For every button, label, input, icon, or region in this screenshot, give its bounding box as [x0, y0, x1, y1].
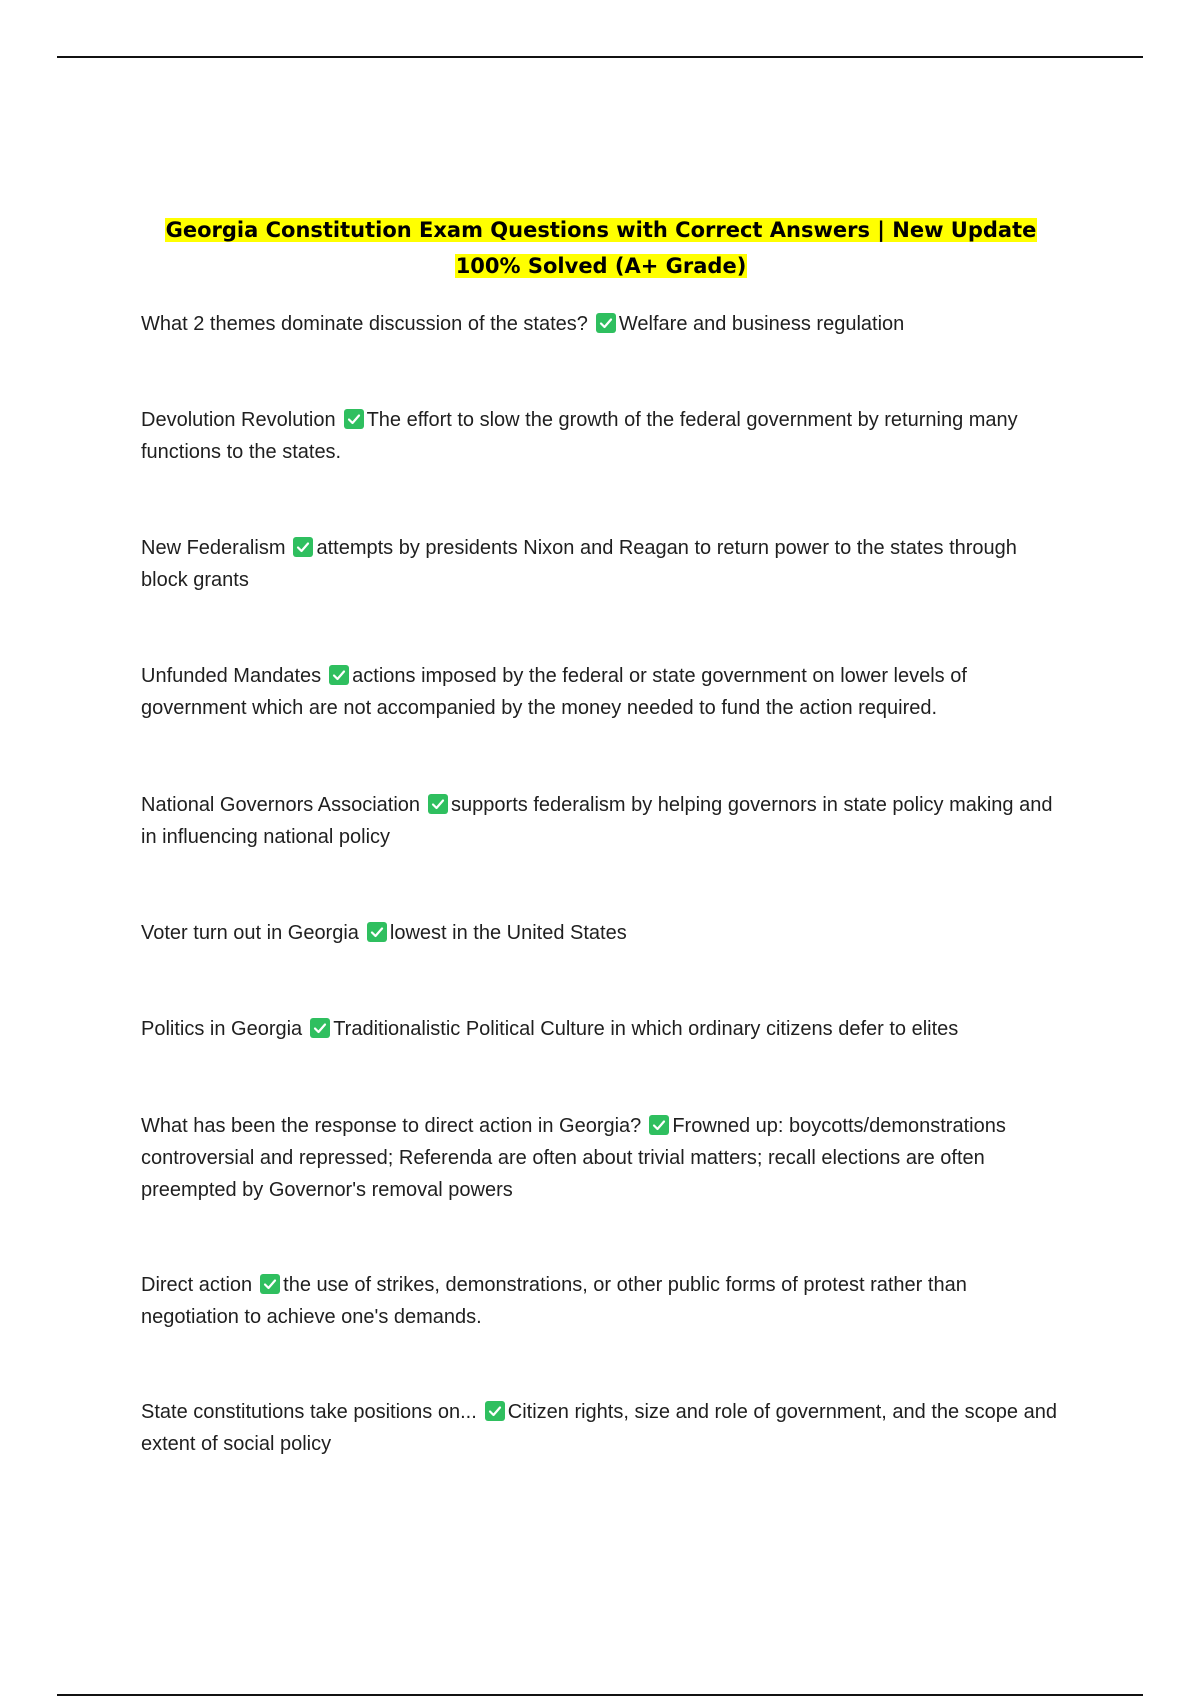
qa-item — [141, 1269, 1061, 1333]
check-mark-icon — [428, 794, 448, 814]
qa-term: New Federalism — [141, 537, 286, 559]
qa-item — [141, 917, 1061, 949]
qa-item — [141, 660, 1061, 724]
qa-item — [141, 789, 1061, 853]
qa-answer: The effort to slow the growth of the federal government by returning many functions to the states. — [141, 409, 1018, 463]
qa-item — [141, 1110, 1061, 1206]
qa-term: State constitutions take positions on... — [141, 1401, 477, 1423]
check-mark-icon — [293, 537, 313, 557]
qa-answer: Traditionalistic Political Culture in which ordinary citizens defer to elites — [333, 1018, 959, 1040]
check-mark-icon — [485, 1401, 505, 1421]
document-title — [141, 212, 1061, 284]
check-mark-icon — [344, 409, 364, 429]
qa-term: Devolution Revolution — [141, 409, 336, 431]
qa-term: What has been the response to direct action in Georgia? — [141, 1115, 642, 1137]
qa-answer: Welfare and business regulation — [618, 313, 905, 335]
qa-item — [141, 404, 1061, 468]
qa-term: National Governors Association — [141, 794, 421, 816]
qa-answer: supports federalism by helping governors in state policy making and in influencing national policy — [141, 794, 1053, 848]
qa-item — [141, 532, 1061, 596]
qa-answer: attempts by presidents Nixon and Reagan to return power to the states through block grants — [141, 537, 1017, 591]
check-mark-icon — [649, 1115, 669, 1135]
qa-item — [141, 1396, 1061, 1460]
check-mark-icon — [260, 1274, 280, 1294]
qa-answer: Citizen rights, size and role of government, and the scope and extent of social policy — [141, 1401, 1057, 1455]
qa-term: Voter turn out in Georgia — [141, 922, 359, 944]
check-mark-icon — [310, 1018, 330, 1038]
qa-answer: lowest in the United States — [389, 922, 627, 944]
qa-term: Politics in Georgia — [141, 1018, 303, 1040]
header-rule — [57, 56, 1143, 58]
qa-term: Unfunded Mandates — [141, 665, 322, 687]
check-mark-icon — [596, 313, 616, 333]
check-mark-icon — [367, 922, 387, 942]
footer-rule — [57, 1694, 1143, 1696]
qa-item — [141, 1013, 1061, 1045]
qa-term: Direct action — [141, 1274, 253, 1296]
qa-answer: Frowned up: boycotts/demonstrations controversial and repressed; Referenda are often about trivial matters; recall elections are often preempted by Governor's removal powers — [141, 1115, 1006, 1201]
qa-answer: actions imposed by the federal or state government on lower levels of government which are not accompanied by the money needed to fund the action required. — [141, 665, 967, 719]
title-highlight: Georgia Constitution Exam Questions with Correct Answers | New Update 100% Solved (A+ Grade) — [165, 218, 1037, 278]
qa-answer: the use of strikes, demonstrations, or other public forms of protest rather than negotiation to achieve one's demands. — [141, 1274, 967, 1328]
document-body — [141, 212, 1061, 1455]
qa-item — [141, 308, 1061, 340]
qa-term: What 2 themes dominate discussion of the states? — [141, 313, 588, 335]
check-mark-icon — [329, 665, 349, 685]
